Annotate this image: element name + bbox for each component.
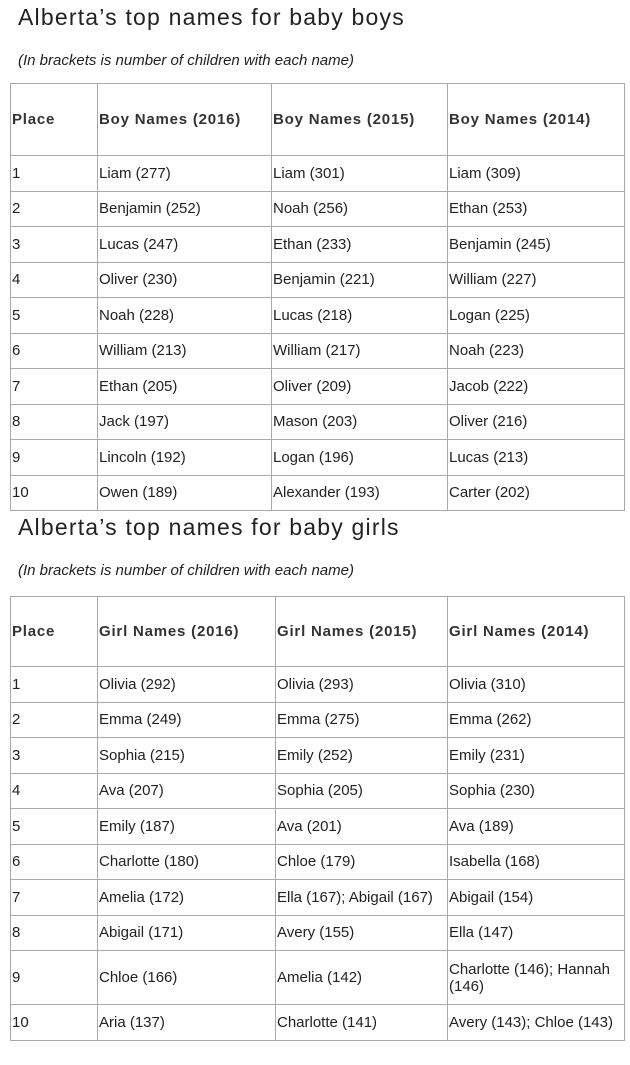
name-2015-cell: Alexander (193) (272, 475, 448, 511)
name-2015-cell: Oliver (209) (272, 369, 448, 405)
place-cell: 10 (11, 475, 98, 511)
column-header-2014: Boy Names (2014) (448, 84, 625, 156)
table-row (11, 1005, 625, 1041)
table-row (11, 667, 625, 703)
name-2014-cell: Ava (189) (448, 809, 625, 845)
name-2015-cell: Emma (275) (276, 702, 448, 738)
name-2015-cell: Mason (203) (272, 404, 448, 440)
name-2015-cell: Olivia (293) (276, 667, 448, 703)
name-2015-cell: Benjamin (221) (272, 262, 448, 298)
table-row (11, 262, 625, 298)
name-2014-cell: Avery (143); Chloe (143) (448, 1005, 625, 1041)
boys-section-title: Alberta’s top names for baby boys (18, 4, 405, 30)
name-2014-cell: William (227) (448, 262, 625, 298)
column-header-place: Place (11, 597, 98, 667)
name-2016-cell: Jack (197) (98, 404, 272, 440)
column-header-2014: Girl Names (2014) (448, 597, 625, 667)
name-2015-cell: Avery (155) (276, 915, 448, 951)
column-header-place: Place (11, 84, 98, 156)
girls-section-note: (In brackets is number of children with each name) (18, 562, 354, 579)
place-cell: 7 (11, 369, 98, 405)
name-2015-cell: Ethan (233) (272, 227, 448, 263)
table-row (11, 298, 625, 334)
name-2014-cell: Emma (262) (448, 702, 625, 738)
name-2015-cell: Liam (301) (272, 156, 448, 192)
table-row (11, 191, 625, 227)
name-2016-cell: Oliver (230) (98, 262, 272, 298)
table-row (11, 880, 625, 916)
name-2015-cell: Noah (256) (272, 191, 448, 227)
name-2016-cell: Benjamin (252) (98, 191, 272, 227)
place-cell: 2 (11, 702, 98, 738)
place-cell: 9 (11, 951, 98, 1005)
table-row (11, 404, 625, 440)
name-2015-cell: Lucas (218) (272, 298, 448, 334)
table-row (11, 369, 625, 405)
name-2014-cell: Isabella (168) (448, 844, 625, 880)
column-header-2016: Boy Names (2016) (98, 84, 272, 156)
name-2016-cell: Lincoln (192) (98, 440, 272, 476)
name-2015-cell: Sophia (205) (276, 773, 448, 809)
name-2014-cell: Sophia (230) (448, 773, 625, 809)
name-2015-cell: William (217) (272, 333, 448, 369)
table-row (11, 702, 625, 738)
name-2016-cell: Aria (137) (98, 1005, 276, 1041)
table-row (11, 809, 625, 845)
place-cell: 3 (11, 738, 98, 774)
table-row (11, 773, 625, 809)
name-2016-cell: Charlotte (180) (98, 844, 276, 880)
name-2016-cell: Abigail (171) (98, 915, 276, 951)
name-2016-cell: Amelia (172) (98, 880, 276, 916)
name-2016-cell: Lucas (247) (98, 227, 272, 263)
table-row (11, 333, 625, 369)
column-header-2016: Girl Names (2016) (98, 597, 276, 667)
place-cell: 9 (11, 440, 98, 476)
place-cell: 5 (11, 298, 98, 334)
place-cell: 5 (11, 809, 98, 845)
place-cell: 2 (11, 191, 98, 227)
table-row (11, 915, 625, 951)
column-header-2015: Boy Names (2015) (272, 84, 448, 156)
name-2014-cell: Oliver (216) (448, 404, 625, 440)
table-header-row (11, 597, 625, 667)
name-2016-cell: Emma (249) (98, 702, 276, 738)
boys-section-note: (In brackets is number of children with each name) (18, 52, 354, 69)
girls-section-title: Alberta’s top names for baby girls (18, 514, 400, 540)
table-row (11, 440, 625, 476)
place-cell: 6 (11, 333, 98, 369)
name-2014-cell: Abigail (154) (448, 880, 625, 916)
boys-table-body (11, 156, 625, 511)
name-2016-cell: Chloe (166) (98, 951, 276, 1005)
name-2016-cell: Sophia (215) (98, 738, 276, 774)
name-2016-cell: Liam (277) (98, 156, 272, 192)
name-2014-cell: Lucas (213) (448, 440, 625, 476)
table-row (11, 227, 625, 263)
name-2014-cell: Emily (231) (448, 738, 625, 774)
name-2016-cell: Ava (207) (98, 773, 276, 809)
name-2015-cell: Emily (252) (276, 738, 448, 774)
name-2015-cell: Logan (196) (272, 440, 448, 476)
place-cell: 8 (11, 404, 98, 440)
place-cell: 8 (11, 915, 98, 951)
place-cell: 1 (11, 667, 98, 703)
name-2014-cell: Charlotte (146); Hannah (146) (448, 951, 625, 1005)
place-cell: 6 (11, 844, 98, 880)
name-2014-cell: Olivia (310) (448, 667, 625, 703)
name-2014-cell: Liam (309) (448, 156, 625, 192)
name-2016-cell: Noah (228) (98, 298, 272, 334)
name-2016-cell: Emily (187) (98, 809, 276, 845)
table-row (11, 156, 625, 192)
name-2014-cell: Ethan (253) (448, 191, 625, 227)
name-2015-cell: Chloe (179) (276, 844, 448, 880)
name-2015-cell: Amelia (142) (276, 951, 448, 1005)
column-header-2015: Girl Names (2015) (276, 597, 448, 667)
table-row (11, 844, 625, 880)
name-2014-cell: Carter (202) (448, 475, 625, 511)
name-2016-cell: Olivia (292) (98, 667, 276, 703)
name-2014-cell: Logan (225) (448, 298, 625, 334)
name-2015-cell: Ella (167); Abigail (167) (276, 880, 448, 916)
name-2014-cell: Benjamin (245) (448, 227, 625, 263)
place-cell: 3 (11, 227, 98, 263)
name-2016-cell: William (213) (98, 333, 272, 369)
boys-names-table (10, 83, 625, 511)
table-row (11, 951, 625, 1005)
name-2014-cell: Noah (223) (448, 333, 625, 369)
name-2014-cell: Ella (147) (448, 915, 625, 951)
place-cell: 10 (11, 1005, 98, 1041)
name-2016-cell: Ethan (205) (98, 369, 272, 405)
place-cell: 7 (11, 880, 98, 916)
table-row (11, 738, 625, 774)
place-cell: 4 (11, 262, 98, 298)
place-cell: 1 (11, 156, 98, 192)
girls-names-table (10, 596, 625, 1041)
table-row (11, 475, 625, 511)
name-2015-cell: Ava (201) (276, 809, 448, 845)
name-2014-cell: Jacob (222) (448, 369, 625, 405)
table-header-row (11, 84, 625, 156)
name-2015-cell: Charlotte (141) (276, 1005, 448, 1041)
name-2016-cell: Owen (189) (98, 475, 272, 511)
girls-table-body (11, 667, 625, 1041)
place-cell: 4 (11, 773, 98, 809)
